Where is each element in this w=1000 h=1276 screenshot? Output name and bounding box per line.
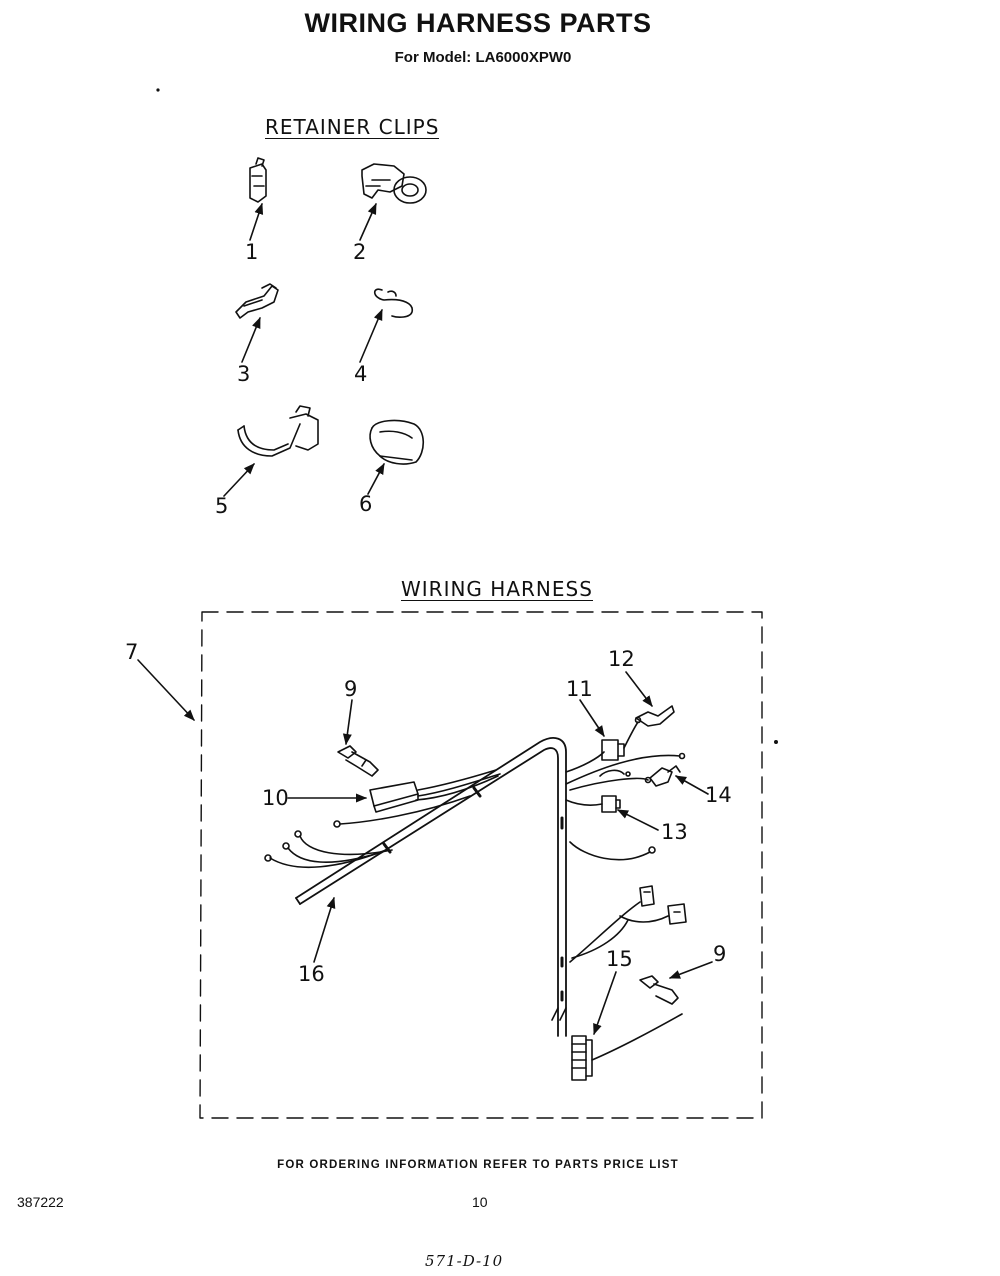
connector-11 bbox=[602, 740, 624, 760]
leader-13 bbox=[618, 810, 658, 830]
terminal-9-right bbox=[640, 976, 678, 1004]
leader-3 bbox=[242, 318, 260, 362]
connector-15 bbox=[572, 1036, 592, 1080]
wire-to-11 bbox=[566, 752, 604, 772]
terminal-9-left bbox=[338, 746, 378, 776]
callout-9-left: 9 bbox=[344, 677, 358, 701]
trunk-tie-bands bbox=[384, 788, 562, 1000]
page-number: 10 bbox=[472, 1194, 488, 1210]
callout-5: 5 bbox=[215, 494, 229, 518]
callout-7: 7 bbox=[125, 640, 139, 664]
leader-6 bbox=[368, 464, 384, 494]
callout-14: 14 bbox=[705, 783, 732, 807]
leader-16 bbox=[314, 898, 334, 962]
leader-7 bbox=[138, 660, 194, 720]
leader-1 bbox=[250, 204, 262, 240]
wire-to-plug-upper bbox=[570, 902, 640, 962]
wire-to-13 bbox=[566, 800, 602, 805]
trunk-end-stub bbox=[552, 1008, 566, 1020]
callout-15: 15 bbox=[606, 947, 633, 971]
model-line: For Model: LA6000XPW0 bbox=[394, 49, 572, 66]
callout-10: 10 bbox=[262, 786, 289, 810]
leader-12 bbox=[626, 672, 652, 706]
leader-11 bbox=[580, 700, 604, 736]
terminal-14 bbox=[646, 766, 681, 786]
plug-lower bbox=[668, 904, 686, 924]
callout-2: 2 bbox=[353, 240, 367, 264]
document-number: 387222 bbox=[17, 1194, 64, 1210]
leader-4 bbox=[360, 310, 382, 362]
callout-11: 11 bbox=[566, 677, 593, 701]
handwritten-code: 571-D-10 bbox=[425, 1252, 504, 1270]
retainer-clip-1 bbox=[250, 158, 266, 202]
callout-4: 4 bbox=[354, 362, 368, 386]
connector-10 bbox=[370, 782, 418, 812]
harness-main-trunk bbox=[296, 738, 566, 1036]
left-pigtail-wires bbox=[265, 796, 470, 867]
wiring-harness-heading: WIRING HARNESS bbox=[401, 577, 593, 601]
retainer-clip-6 bbox=[370, 421, 423, 464]
retainer-clip-2 bbox=[362, 164, 426, 203]
terminal-12 bbox=[636, 706, 675, 726]
connector-13 bbox=[602, 796, 620, 812]
plug-upper bbox=[640, 886, 654, 906]
wire-to-terminal-9 bbox=[592, 1014, 682, 1060]
callout-16: 16 bbox=[298, 962, 325, 986]
wire-to-12 bbox=[624, 722, 638, 748]
callout-6: 6 bbox=[359, 492, 373, 516]
leader-5 bbox=[224, 464, 254, 496]
retainer-clip-3 bbox=[236, 284, 278, 318]
leader-9-left bbox=[346, 700, 352, 744]
callout-1: 1 bbox=[245, 240, 259, 264]
callout-9-right: 9 bbox=[713, 942, 727, 966]
leader-15 bbox=[594, 972, 616, 1034]
retainer-clips-heading: RETAINER CLIPS bbox=[265, 115, 440, 139]
leader-14 bbox=[676, 776, 708, 794]
leader-9-right bbox=[670, 962, 712, 978]
right-pigtail-wire bbox=[570, 842, 650, 860]
callout-12: 12 bbox=[608, 647, 635, 671]
ordering-note: FOR ORDERING INFORMATION REFER TO PARTS PRICE LIST bbox=[277, 1159, 679, 1171]
leader-2 bbox=[360, 204, 376, 240]
callout-3: 3 bbox=[237, 362, 251, 386]
retainer-clip-5 bbox=[238, 406, 318, 456]
callout-13: 13 bbox=[661, 820, 688, 844]
page-title: WIRING HARNESS PARTS bbox=[304, 8, 652, 38]
